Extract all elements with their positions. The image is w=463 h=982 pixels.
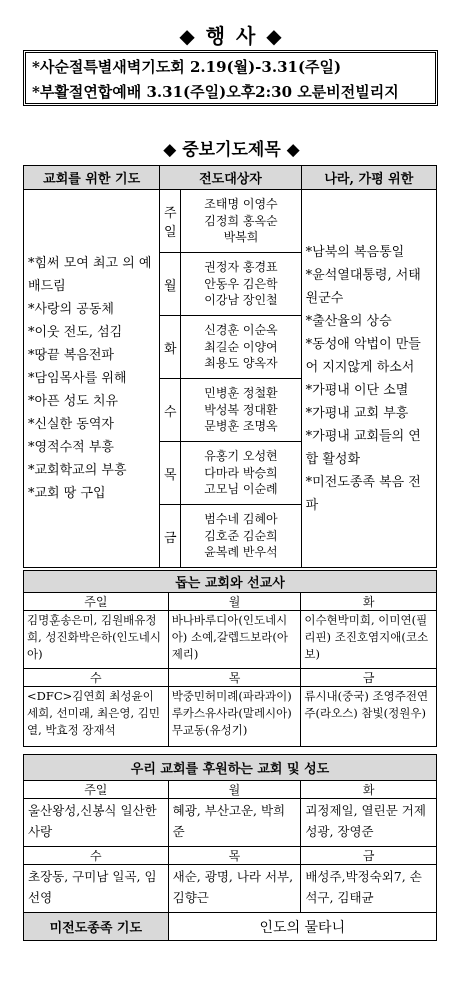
day-label: 목 xyxy=(168,847,301,865)
list-item: *가평내 교회 부흥 xyxy=(305,405,409,421)
evangelism-names: 범수네 김혜아 김호준 김순희 윤복례 반우석 xyxy=(181,505,301,568)
list-item: *힘써 모여 최고 의 예배드림 xyxy=(28,256,152,294)
list-item: *출산율의 상승 xyxy=(305,313,392,329)
event-item: *부활절연합예배 3.31(주일)오후2:30 오룬비전빌리지 xyxy=(32,83,399,101)
missions-cell: 바나바루디아(인도네시아) 소예,갈렙드보라(아제리) xyxy=(168,611,301,669)
evangelism-names: 유홍기 오성현 다마라 박승희 고모님 이순례 xyxy=(181,442,301,505)
list-item: *미전도종족 복음 전파 xyxy=(305,474,421,513)
events-title: ◆ 행 사 ◆ xyxy=(179,24,284,48)
supporters-cell: 괴정제일, 열린문 거제성광, 장영준 xyxy=(301,799,437,847)
day-label: 목 xyxy=(168,669,301,687)
missions-title: 돕는 교회와 선교사 xyxy=(24,571,437,593)
day-label: 금 xyxy=(301,669,437,687)
day-label: 목 xyxy=(160,442,181,505)
list-item: *사랑의 공동체 xyxy=(28,302,114,317)
list-item: *영적수적 부흥 xyxy=(28,440,114,455)
day-label: 주일 xyxy=(24,593,169,611)
supporters-cell: 혜광, 부산고운, 박희준 xyxy=(168,799,301,847)
day-label: 금 xyxy=(301,847,437,865)
list-item: *윤석열대통령, 서태원군수 xyxy=(305,267,421,306)
event-item: *사순절특별새벽기도회 2.19(월)-3.31(주일) xyxy=(32,58,342,76)
day-label: 주일 xyxy=(24,781,169,799)
list-item: *동성애 악법이 만들어 지지않게 하소서 xyxy=(305,336,421,375)
day-label: 주일 xyxy=(160,190,181,253)
supporters-cell: 초장동, 구미남 일곡, 임선영 xyxy=(24,865,169,913)
header-nation: 나라, 가평 위한 xyxy=(301,166,436,190)
list-item: *아픈 성도 치유 xyxy=(28,394,119,409)
prayer-title: ◆ 중보기도제목 ◆ xyxy=(163,140,300,160)
supporters-table xyxy=(23,754,437,941)
evangelism-names: 신경훈 이순옥 최길순 이양여 최용도 양옥자 xyxy=(181,316,301,379)
list-item: *이웃 전도, 섬김 xyxy=(28,325,123,340)
day-label: 월 xyxy=(168,593,301,611)
day-label: 수 xyxy=(24,847,169,865)
header-church: 교회를 위한 기도 xyxy=(24,166,160,190)
supporters-cell: 울산왕성,신봉식 일산한사랑 xyxy=(24,799,169,847)
day-label: 수 xyxy=(160,379,181,442)
day-label: 수 xyxy=(24,669,169,687)
prayer-table xyxy=(23,165,437,568)
supporters-title: 우리 교회를 후원하는 교회 및 성도 xyxy=(24,755,437,781)
list-item: *담임목사를 위해 xyxy=(28,371,127,386)
missions-table xyxy=(23,570,437,747)
list-item: *가평내 교회들의 연합 활성화 xyxy=(305,428,421,467)
church-prayer-list xyxy=(24,190,160,568)
missions-cell: 이수현박미희, 이미연(필리핀) 조진호염지애(코소보) xyxy=(301,611,437,669)
list-item: *교회 땅 구입 xyxy=(28,486,106,501)
supporters-cell: 배성주,박정숙외7, 손석구, 김태균 xyxy=(301,865,437,913)
events-box xyxy=(23,50,438,106)
evangelism-names: 민병훈 정철환 박성복 정대환 문병훈 조명옥 xyxy=(181,379,301,442)
day-label: 금 xyxy=(160,505,181,568)
evangelism-names: 권정자 홍경표 안동우 김은학 이강남 장인철 xyxy=(181,253,301,316)
list-item: *교회학교의 부흥 xyxy=(28,463,127,478)
nation-prayer-list xyxy=(301,190,436,568)
day-label: 화 xyxy=(160,316,181,379)
day-label: 화 xyxy=(301,593,437,611)
header-evangelism: 전도대상자 xyxy=(160,166,301,190)
day-label: 월 xyxy=(168,781,301,799)
list-item: *신실한 동역자 xyxy=(28,417,114,432)
evangelism-names: 조태명 이영수 김정희 홍옥순 박복희 xyxy=(181,190,301,253)
missions-cell: 김명훈송은미, 김원배유정희, 성진화박은하(인도네시아) xyxy=(24,611,169,669)
list-item: *가평내 이단 소멸 xyxy=(305,382,409,398)
missions-cell: <DFC>김연희 최성윤이세희, 선미래, 최은영, 김민열, 박효정 장재석 xyxy=(24,687,169,747)
list-item: *땅끝 복음전파 xyxy=(28,348,114,363)
day-label: 월 xyxy=(160,253,181,316)
supporters-cell: 새순, 광명, 나라 서부, 김향근 xyxy=(168,865,301,913)
list-item: *남북의 복음통일 xyxy=(305,244,405,260)
unreached-value: 인도의 물타니 xyxy=(168,913,436,941)
missions-cell: 박중민허미례(파라과이) 루카스유사라(말레시아) 무교동(유성기) xyxy=(168,687,301,747)
unreached-label: 미전도종족 기도 xyxy=(24,913,169,941)
day-label: 화 xyxy=(301,781,437,799)
missions-cell: 류시내(중국) 조영주전연주(라오스) 참빛(정원우) xyxy=(301,687,437,747)
